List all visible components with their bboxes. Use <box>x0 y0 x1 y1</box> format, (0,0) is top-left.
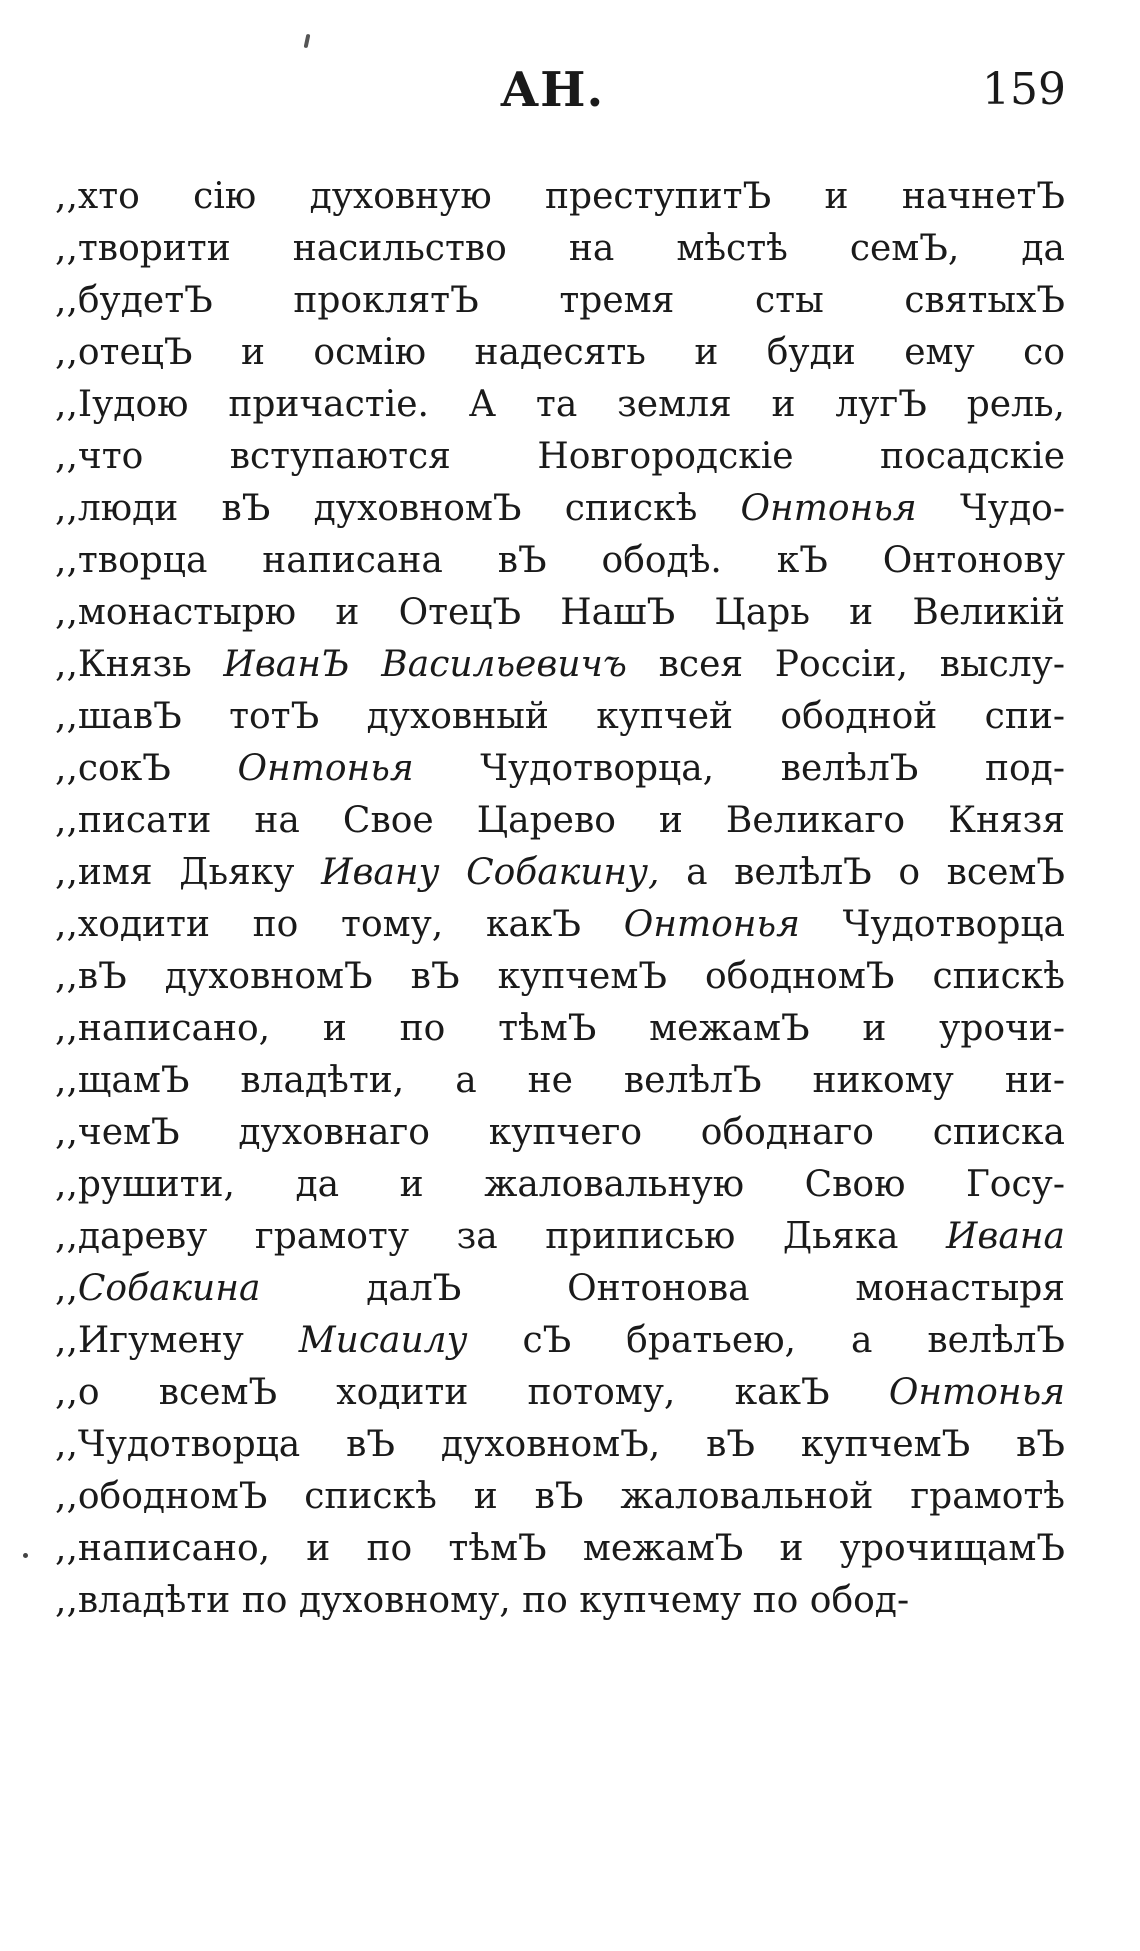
text-segment: ,,хто сію духовную преступитЪ и начнетЪ <box>55 176 1065 217</box>
text-line <box>55 951 1065 1003</box>
text-line <box>55 1211 1065 1263</box>
text-segment: ,, <box>55 1268 78 1309</box>
text-segment: ,,творити насильство на мѣстѣ семЪ, да <box>55 228 1065 269</box>
text-segment: ,,владѣти по духовному, по купчему по обод- <box>55 1580 910 1621</box>
text-segment: ,,люди вЪ духовномЪ спискѣ <box>55 488 741 529</box>
text-line <box>55 483 1065 535</box>
text-segment: ,,сокЪ <box>55 748 238 789</box>
text-segment: всея Россіи, выслу- <box>626 644 1065 685</box>
text-segment: ,,написано, и по тѣмЪ межамЪ и урочищамЪ <box>55 1528 1065 1569</box>
italic-name: Ивана <box>946 1216 1065 1257</box>
text-segment: а велѣлЪ о всемЪ <box>659 852 1065 893</box>
text-line <box>55 847 1065 899</box>
text-line <box>55 743 1065 795</box>
text-segment: ,,имя Дьяку <box>55 852 322 893</box>
text-segment: Чудотворца, велѣлЪ под- <box>413 748 1065 789</box>
italic-name: Мисаилу <box>298 1320 468 1361</box>
text-segment: ,,шавЪ тотЪ духовный купчей ободной спи- <box>55 696 1065 737</box>
text-segment: ,,чемЪ духовнаго купчего ободнаго списка <box>55 1112 1065 1153</box>
text-line <box>55 1367 1065 1419</box>
running-title: АН. <box>500 62 605 118</box>
ink-mark <box>304 34 311 49</box>
text-segment: ,,Чудотворца вЪ духовномЪ, вЪ купчемЪ вЪ <box>55 1424 1065 1465</box>
running-head <box>0 62 1140 132</box>
text-line <box>55 535 1065 587</box>
text-line <box>55 1575 1055 1627</box>
text-segment: ,,дареву грамоту за приписью Дьяка <box>55 1216 946 1257</box>
text-segment: ,,монастырю и ОтецЪ НашЪ Царь и Великій <box>55 592 1065 633</box>
text-segment: ,,написано, и по тѣмЪ межамЪ и урочи- <box>55 1008 1065 1049</box>
italic-name: Онтонья <box>740 488 917 529</box>
text-segment: ,,ходити по тому, какЪ <box>55 904 624 945</box>
text-line <box>55 1471 1065 1523</box>
italic-name: Собакина <box>77 1268 261 1309</box>
italic-name: ИванЪ Васильевичъ <box>223 644 627 685</box>
text-line <box>55 691 1065 743</box>
text-segment: Чудотворца <box>799 904 1065 945</box>
text-line <box>55 1003 1065 1055</box>
text-segment: сЪ братьею, а велѣлЪ <box>467 1320 1065 1361</box>
text-segment: ,,писати на Свое Царево и Великаго Князя <box>55 800 1065 841</box>
italic-name: Онтонья <box>888 1372 1065 1413</box>
text-line <box>55 1419 1065 1471</box>
text-line <box>55 587 1065 639</box>
text-segment: ,,будетЪ проклятЪ тремя сты святыхЪ <box>55 280 1065 321</box>
text-segment: ,,щамЪ владѣти, а не велѣлЪ никому ни- <box>55 1060 1065 1101</box>
body-text <box>55 171 1065 1627</box>
italic-name: Онтонья <box>237 748 414 789</box>
text-line <box>55 899 1065 951</box>
text-segment: ,,творца написана вЪ ободѣ. кЪ Онтонову <box>55 540 1065 581</box>
text-segment: ,,вЪ духовномЪ вЪ купчемЪ ободномЪ спискѣ <box>55 956 1065 997</box>
text-line <box>55 1159 1065 1211</box>
text-line <box>55 275 1065 327</box>
ink-speck <box>23 1553 28 1558</box>
text-line <box>55 1055 1065 1107</box>
text-segment: ,,отецЪ и осмію надесять и буди ему со <box>55 332 1065 373</box>
text-segment: ,,Игумену <box>55 1320 299 1361</box>
text-segment: ,,Іудою причастіе. А та земля и лугЪ рель, <box>55 384 1065 425</box>
text-segment: ,,рушити, да и жаловальную Свою Госу- <box>55 1164 1065 1205</box>
text-line <box>55 171 1065 223</box>
page-number: 159 <box>982 64 1066 115</box>
text-line <box>55 1523 1065 1575</box>
italic-name: Онтонья <box>623 904 800 945</box>
text-segment: ,,что вступаются Новгородскіе посадскіе <box>55 436 1065 477</box>
text-line <box>55 1315 1065 1367</box>
text-segment: ,,Князь <box>55 644 224 685</box>
text-line <box>55 223 1065 275</box>
text-line <box>55 431 1065 483</box>
text-line <box>55 1263 1065 1315</box>
text-line <box>55 639 1065 691</box>
text-line <box>55 795 1065 847</box>
text-segment: ,,о всемЪ ходити потому, какЪ <box>55 1372 889 1413</box>
text-line <box>55 379 1065 431</box>
text-line <box>55 327 1065 379</box>
text-segment: Чудо- <box>916 488 1065 529</box>
text-segment: ,,ободномЪ спискѣ и вЪ жаловальной грамотѣ <box>55 1476 1065 1517</box>
italic-name: Ивану Собакину, <box>321 852 660 893</box>
text-segment: далЪ Онтонова монастыря <box>260 1268 1065 1309</box>
text-line <box>55 1107 1065 1159</box>
